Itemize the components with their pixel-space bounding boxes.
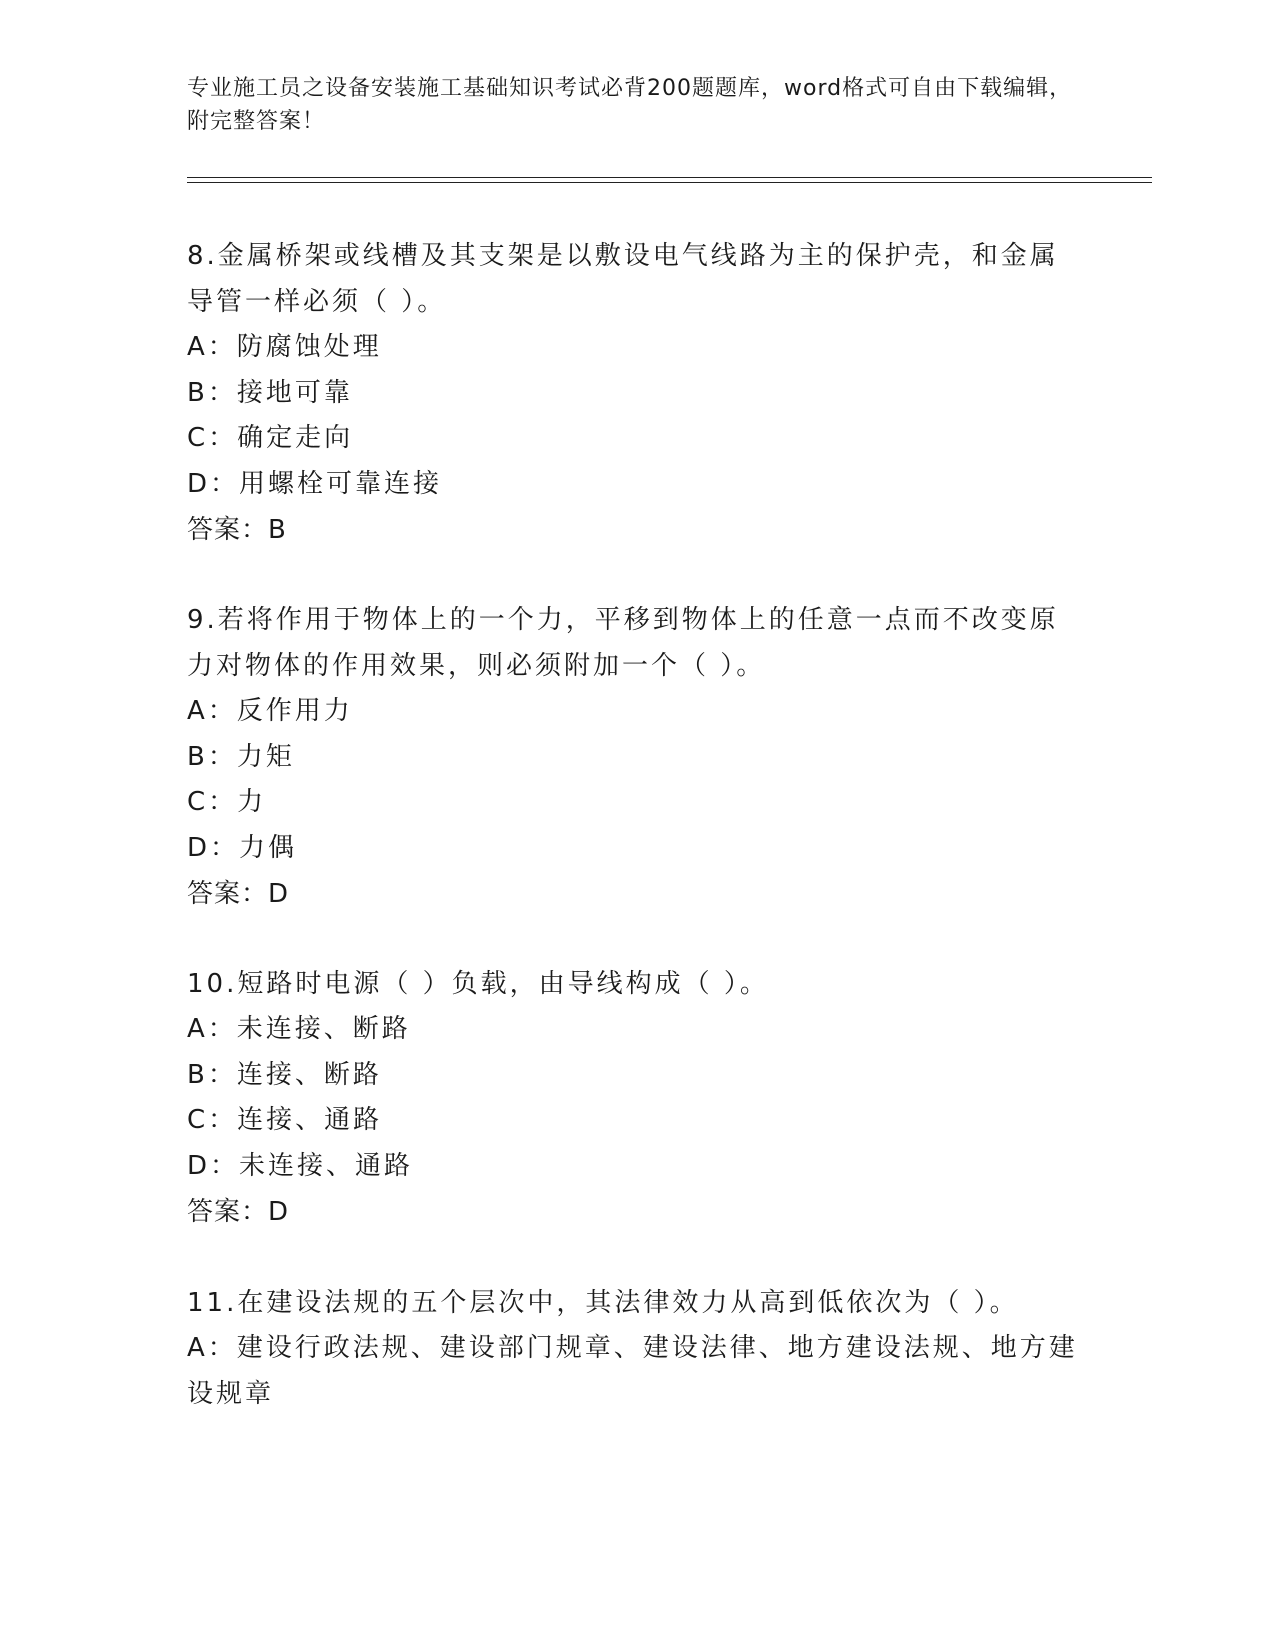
option-c: C：确定走向 [187, 423, 354, 453]
question-text: 11.在建设法规的五个层次中，其法律效力从高到低依次为（ ）。 [187, 1288, 1019, 1318]
document-header: 专业施工员之设备安装施工基础知识考试必背200题题库，word格式可自由下载编辑，附完整答案！ [187, 76, 1073, 134]
option-a: A：反作用力 [187, 696, 353, 726]
question-10 [187, 961, 1087, 1235]
option-c: C：力 [187, 787, 267, 817]
option-a: A：防腐蚀处理 [187, 332, 382, 362]
question-text: 10.短路时电源（ ）负载，由导线构成（ ）。 [187, 969, 769, 999]
answer: 答案：D [187, 879, 290, 909]
question-11 [187, 1280, 1087, 1417]
option-a: A：建设行政法规、建设部门规章、建设法律、地方建设法规、地方建设规章 [187, 1333, 1078, 1409]
answer: 答案：D [187, 1197, 290, 1227]
option-d: D：未连接、通路 [187, 1150, 414, 1181]
option-c: C：连接、通路 [187, 1105, 383, 1135]
question-8 [187, 233, 1087, 553]
question-9 [187, 597, 1087, 917]
option-b: B：力矩 [187, 741, 295, 772]
option-d: D：用螺栓可靠连接 [187, 468, 443, 499]
option-b: B：连接、断路 [187, 1059, 382, 1090]
question-text: 8.金属桥架或线槽及其支架是以敷设电气线路为主的保护壳，和金属导管一样必须（ ）。 [187, 241, 1059, 317]
answer: 答案：B [187, 515, 287, 545]
header-divider-top [187, 177, 1152, 178]
option-b: B：接地可靠 [187, 377, 353, 408]
option-a: A：未连接、断路 [187, 1014, 411, 1044]
option-d: D：力偶 [187, 832, 298, 863]
header-divider-bottom [187, 182, 1152, 183]
question-text: 9.若将作用于物体上的一个力，平移到物体上的任意一点而不改变原力对物体的作用效果，则必须附加一个（ ）。 [187, 605, 1059, 681]
